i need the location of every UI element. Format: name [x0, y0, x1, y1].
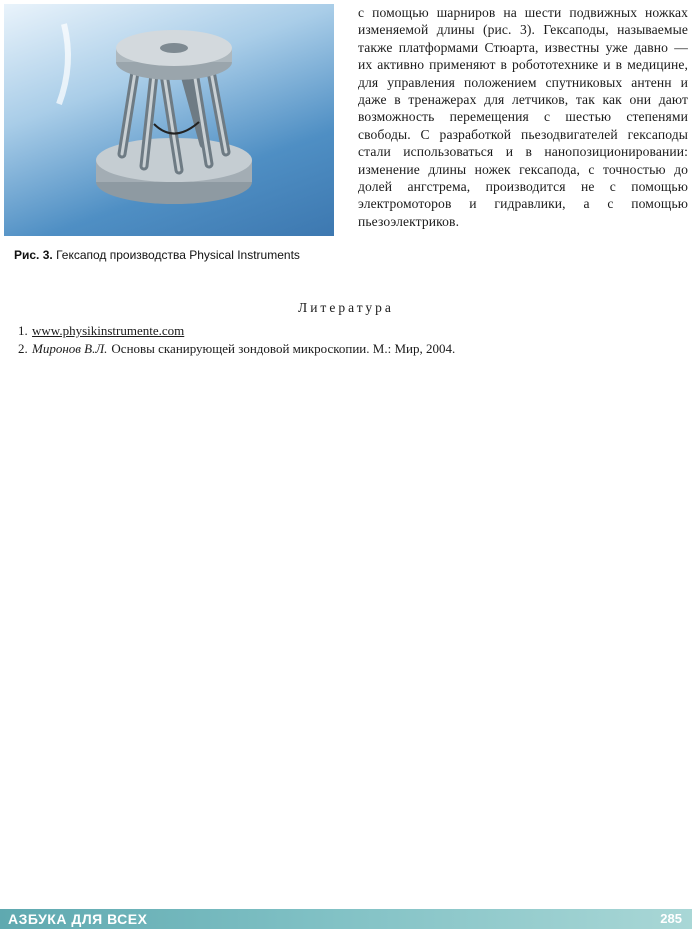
- reference-text: Основы сканирующей зондовой микроскопии. М.: Мир, 2004.: [111, 341, 456, 356]
- reference-author: Миронов В.Л.: [32, 341, 108, 356]
- reference-number: 1.: [18, 323, 28, 338]
- literature-heading: Литература: [298, 300, 394, 315]
- reference-item: [18, 322, 678, 340]
- hexapod-photo: [4, 4, 334, 236]
- caption-label: Рис. 3.: [14, 248, 53, 262]
- page-number: 285: [660, 911, 682, 926]
- hexapod-illustration: [4, 4, 334, 236]
- reference-list: [18, 322, 678, 358]
- reference-number: 2.: [18, 341, 28, 356]
- caption-text: Гексапод производства Physical Instruments: [56, 248, 300, 262]
- body-paragraph: с помощью шарниров на шести подвижных ножках изменяемой длины (рис. 3). Гексаподы, называемые также платформами Стюарта, известны уже давно — их активно применяют в робототехнике и в медицине, для управления положением спутниковых антенн и даже в тренажерах для летчиков, так как они дают возможность перемещения с шестью степенями свободы. С разработкой пьезодвигателей гексаподы стали использоваться и в нанопозиционировании: изменение длины ножек гексапода, с точностью до долей ангстрема, производится не с помощью электромоторов и гидравлики, а с помощью пьезоэлектриков.: [358, 5, 688, 229]
- reference-link[interactable]: www.physikinstrumente.com: [32, 323, 185, 338]
- footer-title: АЗБУКА ДЛЯ ВСЕХ: [8, 911, 148, 927]
- reference-item: [18, 340, 678, 358]
- footer-bar: [0, 909, 692, 929]
- figure-caption: [14, 248, 334, 262]
